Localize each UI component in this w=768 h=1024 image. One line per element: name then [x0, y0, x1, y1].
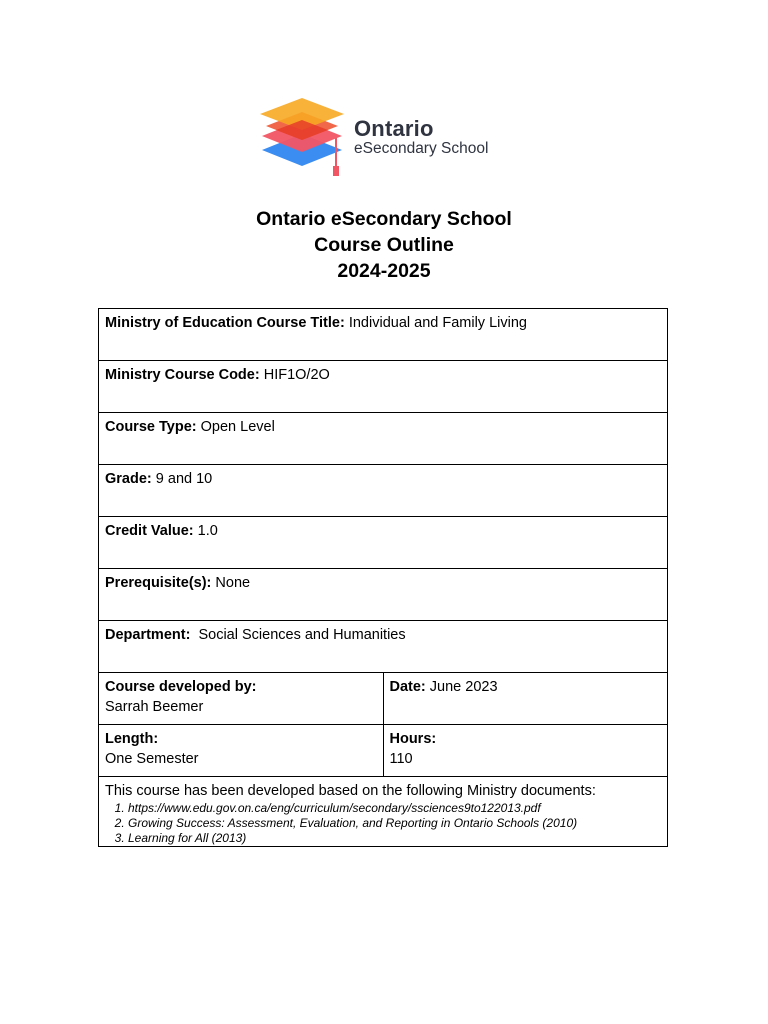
prerequisite-label: Prerequisite(s): [105, 575, 212, 591]
prerequisite-value: None [215, 575, 251, 591]
developed-by-cell [99, 673, 384, 725]
prerequisite-row [99, 569, 668, 621]
course-info-table [98, 308, 668, 847]
length-cell [99, 725, 384, 777]
date-cell [383, 673, 668, 725]
course-type-cell [99, 413, 668, 465]
course-type-value: Open Level [200, 419, 275, 435]
hours-cell [383, 725, 668, 777]
course-code-label: Ministry Course Code: [105, 367, 260, 383]
department-row [99, 621, 668, 673]
credit-value-row [99, 517, 668, 569]
developed-by-label: Course developed by: [105, 679, 257, 695]
developed-by-value: Sarrah Beemer [105, 699, 204, 715]
length-value: One Semester [105, 751, 199, 767]
credit-value-value: 1.0 [197, 523, 218, 539]
developer-date-row [99, 673, 668, 725]
credit-value-cell [99, 517, 668, 569]
grade-label: Grade: [105, 471, 152, 487]
list-item: 3. Learning for All (2013) [128, 831, 661, 846]
department-value: Social Sciences and Humanities [198, 627, 406, 643]
prerequisite-cell [99, 569, 668, 621]
course-title-value: Individual and Family Living [348, 315, 527, 331]
course-code-row [99, 361, 668, 413]
list-item: 1. https://www.edu.gov.on.ca/eng/curriculum/secondary/ssciences9to122013.pdf [128, 801, 661, 816]
logo-subtitle: eSecondary School [354, 140, 489, 157]
department-cell [99, 621, 668, 673]
course-code-value: HIF1O/2O [263, 367, 330, 383]
school-name: Ontario eSecondary School [256, 208, 512, 230]
ministry-documents-intro: This course has been developed based on the following Ministry documents: [105, 783, 596, 799]
ministry-documents-list [105, 801, 661, 846]
document-title-block [0, 206, 768, 284]
date-value: June 2023 [429, 679, 498, 695]
graduation-cap-icon [256, 96, 352, 180]
school-year: 2024-2025 [337, 260, 431, 282]
course-title-label: Ministry of Education Course Title: [105, 315, 345, 331]
date-label: Date: [389, 679, 426, 695]
logo-wordmark: Ontario [354, 116, 434, 141]
grade-cell [99, 465, 668, 517]
school-logo [256, 96, 516, 180]
grade-value: 9 and 10 [155, 471, 213, 487]
course-type-row [99, 413, 668, 465]
credit-value-label: Credit Value: [105, 523, 194, 539]
department-label: Department: [105, 627, 191, 643]
course-title-row [99, 309, 668, 361]
length-label: Length: [105, 731, 159, 747]
grade-row [99, 465, 668, 517]
document-title: Course Outline [314, 234, 454, 256]
ministry-documents-cell [99, 777, 668, 847]
length-hours-row [99, 725, 668, 777]
course-type-label: Course Type: [105, 419, 197, 435]
hours-value: 110 [389, 751, 413, 767]
ministry-documents-row [99, 777, 668, 847]
course-title-cell [99, 309, 668, 361]
list-item: 2. Growing Success: Assessment, Evaluation, and Reporting in Ontario Schools (2010) [128, 816, 661, 831]
hours-label: Hours: [389, 731, 437, 747]
course-code-cell [99, 361, 668, 413]
